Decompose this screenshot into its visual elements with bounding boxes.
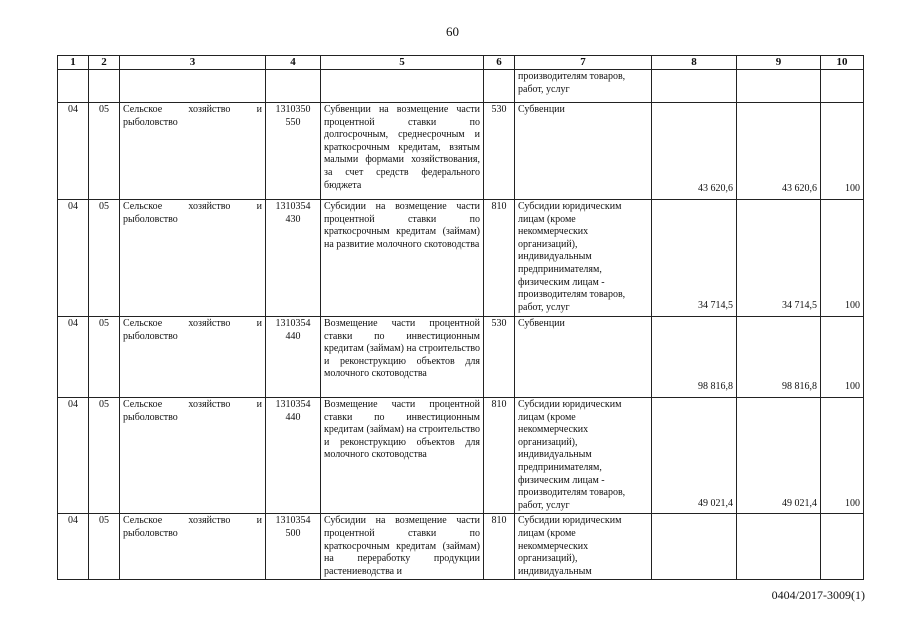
subsection-cell: 05 xyxy=(89,200,120,317)
section-cell: 04 xyxy=(58,200,89,317)
section-cell: 04 xyxy=(58,317,89,398)
description-cell: Субвенции на возмещение части процентной ставки по долгосрочным, среднесрочным и краткосрочным кредитам, взятым малыми формами хозяйствования, за счет средств федерального бюджета xyxy=(321,103,484,200)
section-name-cell: Сельское хозяйство и рыболовство xyxy=(120,398,266,514)
expense-code-cell: 810 xyxy=(484,200,515,317)
header-cell: 4 xyxy=(266,56,321,70)
expense-type-cell: Субсидии юридическим лицам (кроме некоммерческих организаций), индивидуальным предпринимателям, физическим лицам - производителям товаров, работ, услуг xyxy=(515,398,652,514)
target-article-cell: 1310354 500 xyxy=(266,514,321,580)
amount-cell: 49 021,4 xyxy=(652,398,737,514)
table-row xyxy=(58,317,864,398)
executed-cell: 98 816,8 xyxy=(737,317,821,398)
percent-cell: 100 xyxy=(821,103,864,200)
section-name-cell: Сельское хозяйство и рыболовство xyxy=(120,200,266,317)
amount-cell: 34 714,5 xyxy=(652,200,737,317)
subsection-cell: 05 xyxy=(89,103,120,200)
section-name-cell: Сельское хозяйство и рыболовство xyxy=(120,103,266,200)
header-cell: 2 xyxy=(89,56,120,70)
table-row-continuation xyxy=(58,70,864,103)
subsection-cell: 05 xyxy=(89,514,120,580)
budget-table xyxy=(57,55,864,580)
description-cell: Возмещение части процентной ставки по инвестиционным кредитам (займам) на строительство и реконструкцию объектов для молочного скотоводства xyxy=(321,398,484,514)
header-cell: 1 xyxy=(58,56,89,70)
percent-cell xyxy=(821,514,864,580)
executed-cell: 34 714,5 xyxy=(737,200,821,317)
expense-code-cell: 810 xyxy=(484,514,515,580)
subsection-cell: 05 xyxy=(89,398,120,514)
expense-code-cell: 810 xyxy=(484,398,515,514)
header-cell: 9 xyxy=(737,56,821,70)
description-cell: Субсидии на возмещение части процентной ставки по краткосрочным кредитам (займам) на переработку продукции растениеводства и xyxy=(321,514,484,580)
header-cell: 7 xyxy=(515,56,652,70)
section-cell: 04 xyxy=(58,398,89,514)
subsection-cell: 05 xyxy=(89,317,120,398)
percent-cell: 100 xyxy=(821,317,864,398)
header-row xyxy=(58,56,864,70)
executed-cell: 49 021,4 xyxy=(737,398,821,514)
header-cell: 6 xyxy=(484,56,515,70)
percent-cell: 100 xyxy=(821,398,864,514)
percent-cell: 100 xyxy=(821,200,864,317)
target-article-cell: 1310354 440 xyxy=(266,317,321,398)
table-row xyxy=(58,200,864,317)
section-name-cell: Сельское хозяйство и рыболовство xyxy=(120,514,266,580)
expense-code-cell: 530 xyxy=(484,103,515,200)
target-article-cell: 1310354 430 xyxy=(266,200,321,317)
header-cell: 5 xyxy=(321,56,484,70)
header-cell: 3 xyxy=(120,56,266,70)
amount-cell: 43 620,6 xyxy=(652,103,737,200)
amount-cell xyxy=(652,514,737,580)
page-number: 60 xyxy=(446,24,459,39)
target-article-cell: 1310354 440 xyxy=(266,398,321,514)
section-name-cell: Сельское хозяйство и рыболовство xyxy=(120,317,266,398)
description-cell: Субсидии на возмещение части процентной ставки по краткосрочным кредитам (займам) на развитие молочного скотоводства xyxy=(321,200,484,317)
table-row xyxy=(58,514,864,580)
expense-type-cell: Субсидии юридическим лицам (кроме некоммерческих организаций), индивидуальным xyxy=(515,514,652,580)
executed-cell xyxy=(737,514,821,580)
expense-code-cell: 530 xyxy=(484,317,515,398)
header-cell: 10 xyxy=(821,56,864,70)
expense-type-cell: Субвенции xyxy=(515,103,652,200)
header-cell: 8 xyxy=(652,56,737,70)
expense-type-cell: Субсидии юридическим лицам (кроме некоммерческих организаций), индивидуальным предпринимателям, физическим лицам - производителям товаров, работ, услуг xyxy=(515,200,652,317)
executed-cell: 43 620,6 xyxy=(737,103,821,200)
section-cell: 04 xyxy=(58,103,89,200)
amount-cell: 98 816,8 xyxy=(652,317,737,398)
expense-type-cell: Субвенции xyxy=(515,317,652,398)
document-code: 0404/2017-3009(1) xyxy=(771,588,865,602)
section-cell: 04 xyxy=(58,514,89,580)
table-row xyxy=(58,398,864,514)
target-article-cell: 1310350 550 xyxy=(266,103,321,200)
expense-type-cell: производителям товаров, работ, услуг xyxy=(515,70,652,103)
table-row xyxy=(58,103,864,200)
description-cell: Возмещение части процентной ставки по инвестиционным кредитам (займам) на строительство и реконструкцию объектов для молочного скотоводства xyxy=(321,317,484,398)
